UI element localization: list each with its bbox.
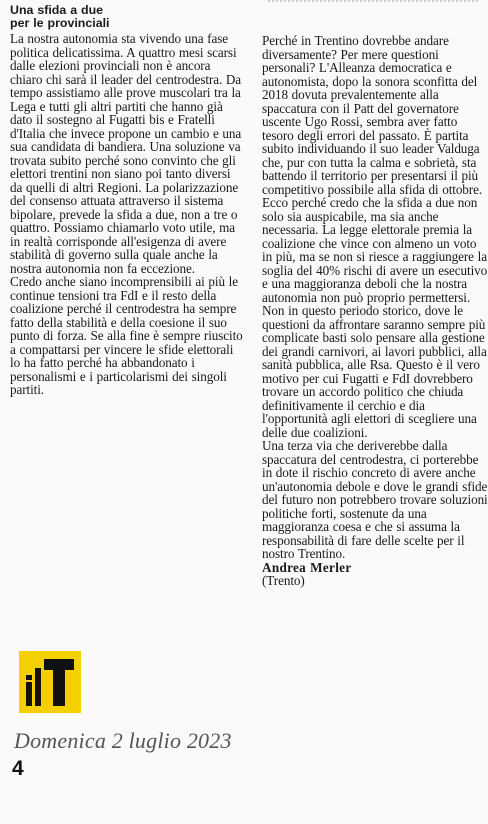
paragraph: La nostra autonomia sta vivendo una fase politica delicatissima. A quattro mesi scarsi dalle elezioni provinciali non è ancora chiaro chi sarà il leader del centrodestra. Da tempo assistiamo alle prove muscolari tra la Lega e tutti gli altri partiti che hanno già dato il sostegno al Fugatti bis e Fratelli d'Italia che invece propone un cambio e una sua candidata di bandiera. Una soluzione va trovata subito perché sono convinto che gli elettori trentini non siano poi tanto diversi da quelli di altri Regioni. La polarizzazione del consenso attuata attraverso il sistema bipolare, prevede la sfida a due, non a tre o quattro. Possiamo chiamarlo voto utile, ma in realtà corrisponde all'esigenza di avere stabilità di governo sulla quale anche la nostra autonomia non fa eccezione. [10, 31, 242, 276]
article-right-column [262, 34, 488, 588]
article-left-column [10, 0, 244, 397]
author-name: Andrea Merler [262, 559, 352, 575]
author-location: (Trento) [262, 573, 305, 588]
article-title [10, 4, 244, 29]
paragraph: Una terza via che deriverebbe dalla spaccatura del centrodestra, ci porterebbe in dote il rischio concreto di avere anche un'autonomia debole e dove le grandi sfide del futuro non potrebbero trovare soluzioni politiche forti, sostenute da una maggioranza coesa e che si assuma la responsabilità di fare delle scelte per il nostro Trentino. [262, 438, 488, 561]
paragraph: Credo anche siano incomprensibili ai più le continue tensioni tra FdI e il resto della coalizione perché il centrodestra ha sempre fatto della stabilità e della coesione il suo punto di forza. Se alla fine è sempre riuscito a compattarsi per vincere le sfide elettorali lo ha fatto perché ha abbandonato i personalismi e i particolarismi dei singoli partiti. [10, 274, 243, 398]
paragraph: Non in questo periodo storico, dove le questioni da affrontare saranno sempre più complicate basti solo pensare alla gestione dei grandi carnivori, ai lavori pubblici, alla sanità pubblica, alle Rsa. Questo è il vero motivo per cui Fugatti e FdI dovrebbero trovare un accordo politico che chiuda definitivamente il cerchio e dia l'opportunità agli elettori di scegliere una delle due coalizioni. [262, 303, 487, 440]
paragraph: Perché in Trentino dovrebbe andare diversamente? Per mere questioni personali? L'Alleanza democratica e autonomista, dopo la sonora sconfitta del 2018 dovuta prevalentemente alla spaccatura con il Patt del governatore uscente Ugo Rossi, sembra aver fatto tesoro degli errori del passato. È partita subito individuando il suo leader Valduga che, pur con tutta la calma e sobrietà, sta battendo il territorio per presentarsi il più competitivo possibile alla sfida di ottobre. [262, 33, 483, 197]
article-title-line-2: per le provinciali [10, 15, 110, 30]
page-number: 4 [12, 757, 24, 780]
article-title-line-1: Una sfida a due [10, 3, 104, 17]
paragraph: Ecco perché credo che la sfida a due non solo sia auspicabile, ma sia anche necessaria. La legge elettorale premia la coalizione che vince con almeno un voto in più, ma se non si riesce a raggiungere la soglia del 40% rischi di avere un esecutivo e una maggioranza deboli che la nostra autonomia non può proprio permettersi. [262, 195, 488, 305]
publication-date: Domenica 2 luglio 2023 [14, 728, 232, 753]
top-edge-mark [268, 0, 478, 5]
il-t-logo [19, 651, 81, 713]
